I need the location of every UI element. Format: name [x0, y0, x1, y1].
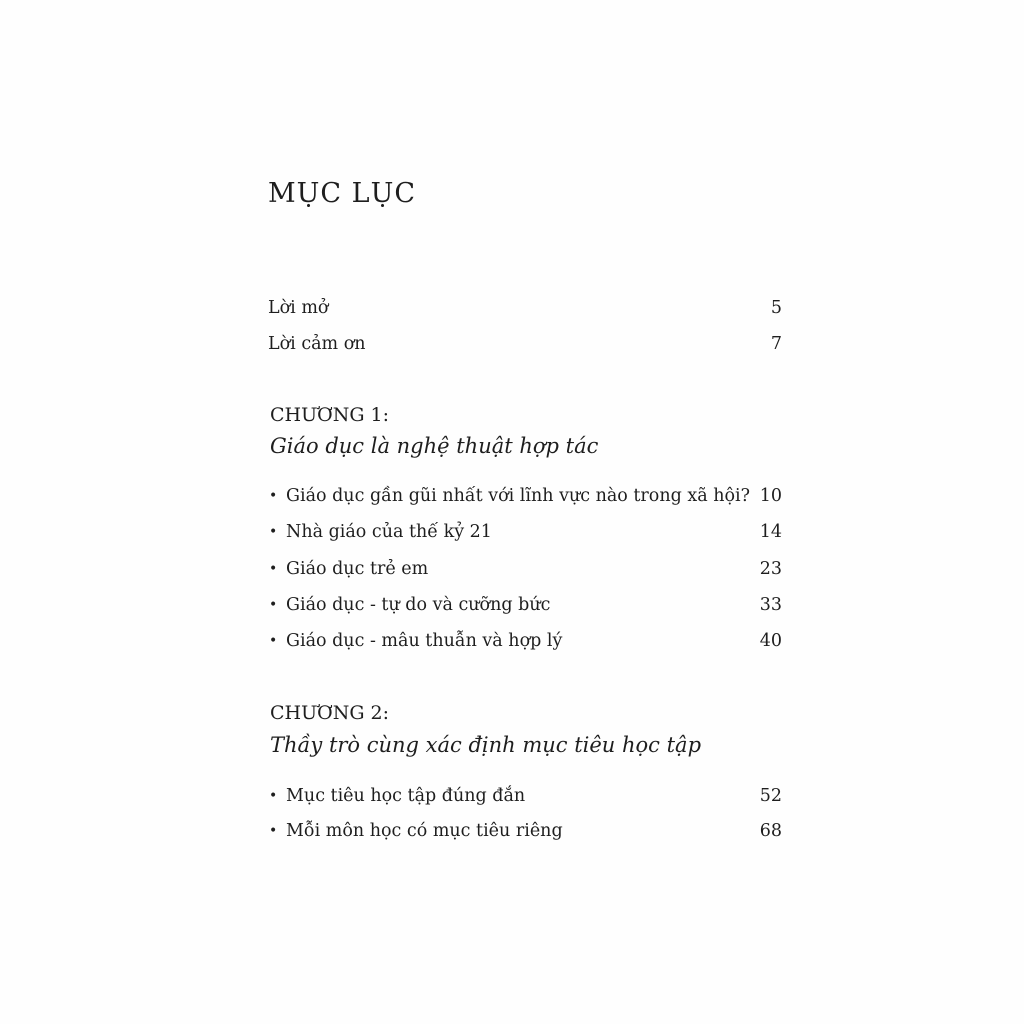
- toc-entry-page: 7: [770, 334, 782, 354]
- toc-entry-label: Giáo dục gần gũi nhất với lĩnh vực nào trong xã hội?: [286, 486, 751, 506]
- toc-entry-label: Giáo dục - mâu thuẫn và hợp lý: [286, 631, 563, 651]
- toc-entry-page: 5: [770, 298, 782, 318]
- toc-entry: [268, 591, 782, 619]
- toc-entry-label: Mỗi môn học có mục tiêu riêng: [286, 821, 563, 841]
- bullet-icon: •: [269, 524, 278, 540]
- toc-entry: [268, 294, 782, 322]
- toc-entry-page: 33: [759, 595, 782, 615]
- bullet-icon: •: [269, 597, 278, 613]
- toc-entry-label: Mục tiêu học tập đúng đắn: [286, 786, 526, 806]
- toc-entry-label: Giáo dục trẻ em: [286, 559, 429, 579]
- toc-entry: [268, 627, 782, 655]
- toc-entry-page: 52: [759, 786, 782, 806]
- toc-entry-label: Lời cảm ơn: [268, 334, 366, 354]
- chapter-label: CHƯƠNG 1:: [270, 404, 390, 426]
- toc-entry-label: Lời mở: [268, 298, 329, 318]
- toc-entry: [268, 330, 782, 358]
- bullet-icon: •: [269, 788, 278, 804]
- toc-title: MỤC LỤC: [268, 178, 416, 209]
- chapter-label: CHƯƠNG 2:: [270, 702, 390, 724]
- bullet-icon: •: [269, 823, 278, 839]
- toc-entry: [268, 555, 782, 583]
- toc-entry-page: 23: [759, 559, 782, 579]
- toc-entry-page: 68: [759, 821, 782, 841]
- toc-entry: [268, 482, 782, 510]
- toc-entry-page: 40: [759, 631, 782, 651]
- toc-entry-label: Nhà giáo của thế kỷ 21: [286, 522, 492, 542]
- bullet-icon: •: [269, 488, 278, 504]
- chapter-subtitle: Thầy trò cùng xác định mục tiêu học tập: [270, 733, 702, 757]
- toc-entry: [268, 817, 782, 845]
- chapter-subtitle: Giáo dục là nghệ thuật hợp tác: [270, 434, 599, 458]
- bullet-icon: •: [269, 561, 278, 577]
- toc-entry: [268, 518, 782, 546]
- toc-entry: [268, 782, 782, 810]
- toc-entry-page: 10: [759, 486, 782, 506]
- bullet-icon: •: [269, 633, 278, 649]
- toc-entry-page: 14: [759, 522, 782, 542]
- toc-entry-label: Giáo dục - tự do và cưỡng bức: [286, 595, 551, 615]
